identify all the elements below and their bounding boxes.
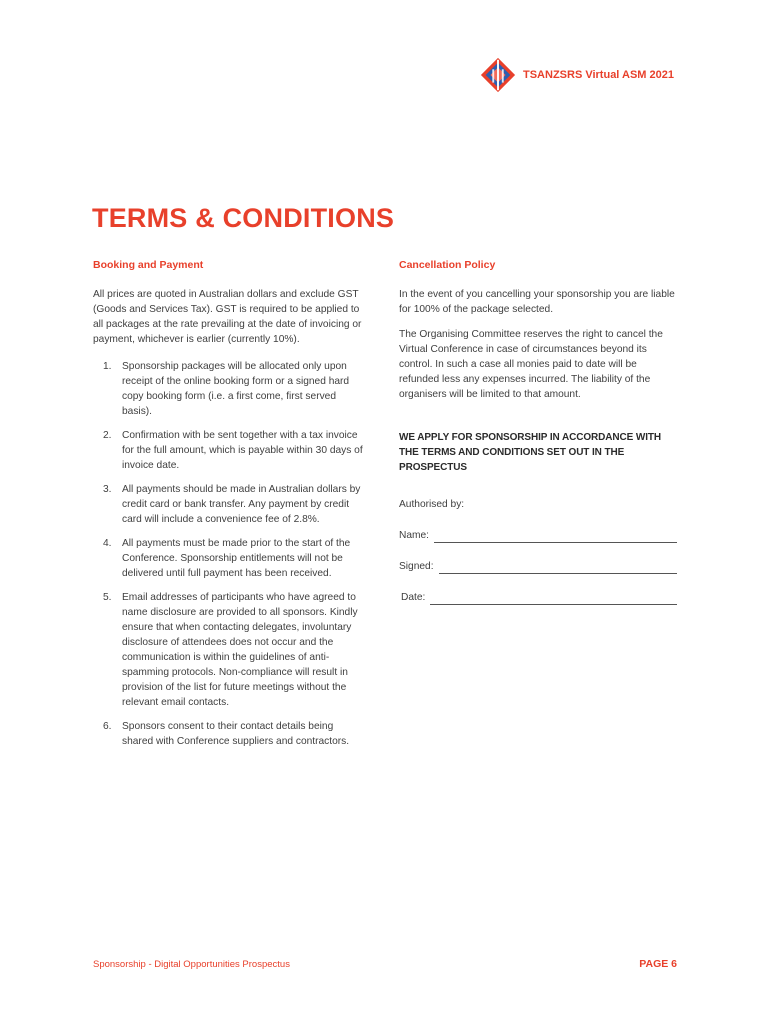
list-item: 3. All payments should be made in Australian dollars by credit card or bank transfer. Any payment by credit card will include a convenience fee of 2.8%. [103, 484, 361, 525]
name-line[interactable] [434, 530, 677, 543]
booking-terms-list [93, 359, 365, 749]
event-title: TSANZSRS Virtual ASM 2021 [523, 69, 674, 81]
booking-heading: Booking and Payment [93, 259, 204, 271]
page-header [479, 56, 674, 94]
authorised-by-label: Authorised by: [399, 499, 465, 510]
date-field[interactable] [399, 591, 677, 605]
page-footer [93, 958, 677, 970]
booking-payment-column [93, 258, 365, 758]
cancellation-paragraph-2: The Organising Committee reserves the right to cancel the Virtual Conference in case of circumstances beyond its control. In such a case all monies paid to date will be refunded less any expenses incurred. The liability of the organisers will be limited to that amount. [399, 329, 663, 400]
date-label: Date: [401, 592, 426, 603]
list-item: 5. Email addresses of participants who have agreed to name disclosure are provided to all sponsors. Kindly ensure that when contacting delegates, involuntary disclosure of attendees does not occur and the communication is within the guidelines of anti-spamming protocols. Non-compliance will result in provision of the list for future meetings without the relevant email contacts. [103, 592, 358, 708]
signed-field[interactable] [399, 560, 677, 574]
signed-label: Signed: [399, 561, 434, 572]
cancellation-column [399, 258, 677, 605]
footer-document-title: Sponsorship - Digital Opportunities Prospectus [93, 958, 290, 970]
sponsorship-declaration: WE APPLY FOR SPONSORSHIP IN ACCORDANCE WITH THE TERMS AND CONDITIONS SET OUT IN THE PROSPECTUS [399, 432, 662, 473]
date-line[interactable] [430, 592, 677, 605]
list-item: 1. Sponsorship packages will be allocated only upon receipt of the online booking form or a signed hard copy booking form (i.e. a first come, first served basis). [103, 361, 350, 417]
cancellation-heading: Cancellation Policy [399, 259, 496, 271]
booking-intro: All prices are quoted in Australian dollars and exclude GST (Goods and Services Tax). GST is required to be applied to all packages at the rate prevailing at the date of invoicing or payment, whichever is earlier (currently 10%). [93, 289, 362, 345]
page-number: PAGE 6 [639, 958, 677, 970]
list-item: 2. Confirmation with be sent together with a tax invoice for the full amount, which is payable within 30 days of invoice date. [103, 430, 363, 471]
tsanzsrs-logo-icon [479, 56, 517, 94]
page-title: TERMS & CONDITIONS [92, 203, 395, 233]
cancellation-paragraph-1: In the event of you cancelling your sponsorship you are liable for 100% of the package selected. [399, 289, 675, 315]
name-field[interactable] [399, 529, 677, 543]
list-item: 6. Sponsors consent to their contact details being shared with Conference suppliers and contractors. [103, 721, 350, 747]
signed-line[interactable] [439, 561, 677, 574]
name-label: Name: [399, 530, 430, 541]
list-item: 4. All payments must be made prior to the start of the Conference. Sponsorship entitlements will not be delivered until full payment has been received. [103, 538, 351, 579]
